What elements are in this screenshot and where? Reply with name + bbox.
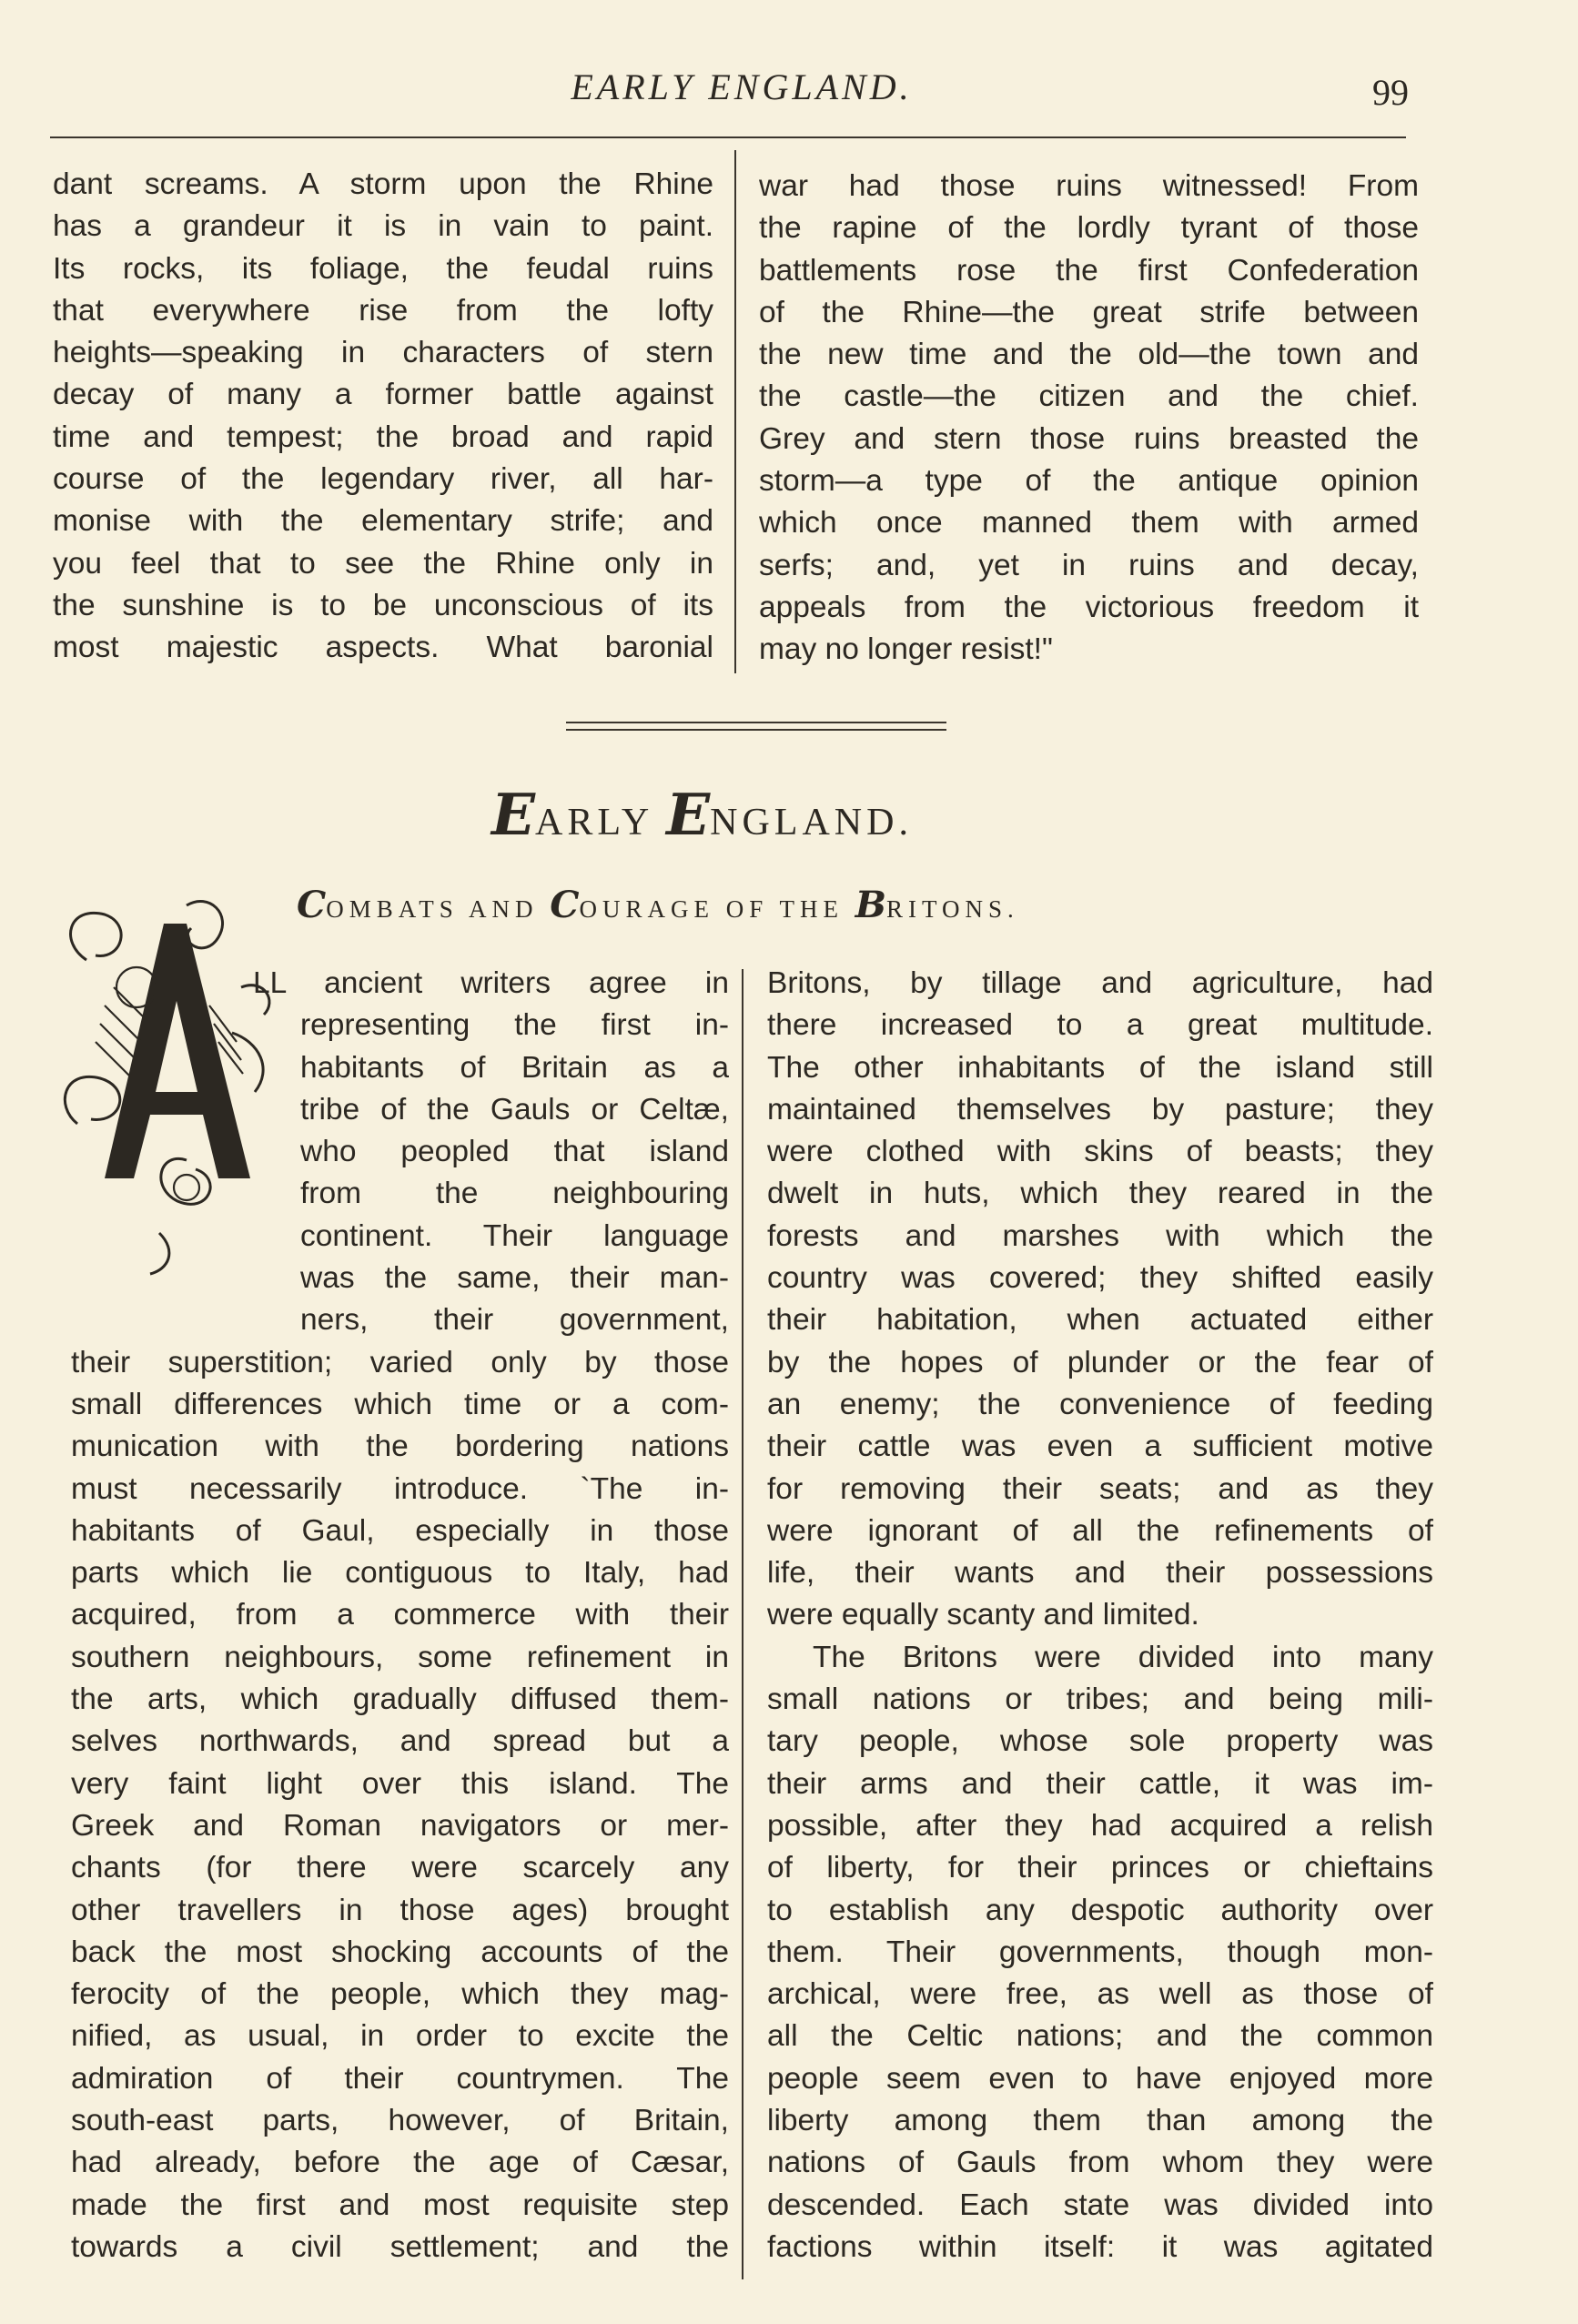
title-word: ARLY bbox=[535, 802, 652, 844]
header-rule bbox=[50, 136, 1406, 138]
text-line: was the same, their man- bbox=[300, 1261, 729, 1296]
text-line: nified, as usual, in order to excite the bbox=[71, 2019, 729, 2054]
text-line: south-east parts, however, of Britain, bbox=[71, 2104, 729, 2138]
text-line: were equally scanty and limited. bbox=[767, 1598, 1199, 1632]
text-line: by the hopes of plunder or the fear of bbox=[767, 1345, 1433, 1379]
text-line: course of the legendary river, all har- bbox=[53, 462, 713, 497]
text-line: heights—speaking in characters of stern bbox=[53, 336, 713, 370]
text-line: were clothed with skins of beasts; they bbox=[767, 1135, 1433, 1169]
running-head-title: EARLY ENGLAND. bbox=[571, 66, 913, 107]
text-line: southern neighbours, some refinement in bbox=[71, 1640, 729, 1674]
text-line: LL ancient writers agree in bbox=[253, 966, 729, 1000]
text-line: Grey and stern those ruins breasted the bbox=[759, 421, 1419, 456]
text-line: Its rocks, its foliage, the feudal ruins bbox=[53, 251, 713, 286]
text-line: monise with the elementary strife; and bbox=[53, 504, 713, 539]
text-line: acquired, from a commerce with their bbox=[71, 1598, 729, 1632]
column-divider bbox=[734, 150, 736, 673]
top-left-column bbox=[53, 164, 713, 670]
text-line: has a grandeur it is in vain to paint. bbox=[53, 209, 713, 244]
text-line: possible, after they had acquired a relish bbox=[767, 1808, 1433, 1843]
text-line: small nations or tribes; and being mili- bbox=[767, 1682, 1433, 1717]
section-separator-rule bbox=[566, 722, 946, 723]
text-line: had already, before the age of Cæsar, bbox=[71, 2146, 729, 2180]
text-line: dwelt in huts, which they reared in the bbox=[767, 1177, 1433, 1211]
text-line: of the Rhine—the great strife between bbox=[759, 295, 1419, 329]
text-line: decay of many a former battle against bbox=[53, 378, 713, 412]
section-title bbox=[491, 781, 1001, 848]
text-line: time and tempest; the broad and rapid bbox=[53, 419, 713, 454]
ornamental-initial: E bbox=[491, 781, 536, 848]
text-line: the castle—the citizen and the chief. bbox=[759, 379, 1419, 414]
text-line: The other inhabitants of the island still bbox=[767, 1050, 1433, 1085]
text-line: from the neighbouring bbox=[300, 1177, 729, 1211]
text-line: towards a civil settlement; and the bbox=[71, 2229, 729, 2264]
top-right-column bbox=[759, 166, 1419, 672]
text-line: appeals from the victorious freedom it bbox=[759, 590, 1419, 624]
text-line: of liberty, for their princes or chieftains bbox=[767, 1851, 1433, 1885]
text-line: serfs; and, yet in ruins and decay, bbox=[759, 548, 1419, 582]
text-line: were ignorant of all the refinements of bbox=[767, 1513, 1433, 1548]
text-line: liberty among them than among the bbox=[767, 2104, 1433, 2138]
text-line: the new time and the old—the town and bbox=[759, 338, 1419, 372]
subtitle-words: RITONS. bbox=[886, 895, 1019, 923]
text-line: munication with the bordering nations bbox=[71, 1430, 729, 1464]
text-line: other travellers in those ages) brought bbox=[71, 1893, 729, 1927]
text-line: all the Celtic nations; and the common bbox=[767, 2019, 1433, 2054]
text-line: their cattle was even a sufficient motive bbox=[767, 1430, 1433, 1464]
text-line: most majestic aspects. What baronial bbox=[53, 631, 713, 665]
text-line: chants (for there were scarcely any bbox=[71, 1851, 729, 1885]
text-line: that everywhere rise from the lofty bbox=[53, 293, 713, 328]
subtitle-words: OURAGE OF THE bbox=[579, 895, 845, 923]
text-line: an enemy; the convenience of feeding bbox=[767, 1387, 1433, 1421]
text-line: people seem even to have enjoyed more bbox=[767, 2061, 1433, 2096]
text-line: habitants of Britain as a bbox=[300, 1050, 729, 1085]
page-number: 99 bbox=[1372, 72, 1409, 113]
text-line: which once manned them with armed bbox=[759, 506, 1419, 541]
text-line: The Britons were divided into many bbox=[813, 1640, 1433, 1674]
ornamental-initial: B bbox=[855, 883, 887, 926]
text-line: factions within itself: it was agitated bbox=[767, 2229, 1433, 2264]
body-right-column bbox=[767, 963, 1433, 2268]
text-line: country was covered; they shifted easily bbox=[767, 1261, 1433, 1296]
text-line: life, their wants and their possessions bbox=[767, 1556, 1433, 1591]
text-line: nations of Gauls from whom they were bbox=[767, 2146, 1433, 2180]
dropcap-swirl bbox=[71, 913, 122, 960]
ornamental-initial: C bbox=[297, 883, 327, 926]
text-line: descended. Each state was divided into bbox=[767, 2188, 1433, 2222]
text-line: who peopled that island bbox=[300, 1135, 729, 1169]
text-line: the rapine of the lordly tyrant of those bbox=[759, 211, 1419, 246]
body-left-column bbox=[71, 963, 729, 2268]
title-word: NGLAND. bbox=[710, 802, 913, 844]
text-line: their arms and their cattle, it was im- bbox=[767, 1766, 1433, 1801]
section-subtitle bbox=[297, 883, 1225, 926]
text-line: the sunshine is to be unconscious of its bbox=[53, 588, 713, 622]
text-line: continent. Their language bbox=[300, 1218, 729, 1253]
text-line: made the first and most requisite step bbox=[71, 2188, 729, 2222]
text-line: dant screams. A storm upon the Rhine bbox=[53, 167, 713, 201]
text-line: the arts, which gradually diffused them- bbox=[71, 1682, 729, 1717]
text-line: battlements rose the first Confederation bbox=[759, 253, 1419, 288]
column-divider bbox=[742, 969, 743, 2279]
text-line: Britons, by tillage and agriculture, had bbox=[767, 966, 1433, 1000]
text-line: ners, their government, bbox=[300, 1303, 729, 1338]
text-line: Greek and Roman navigators or mer- bbox=[71, 1808, 729, 1843]
text-line: parts which lie contiguous to Italy, had bbox=[71, 1556, 729, 1591]
text-line: must necessarily introduce. `The in- bbox=[71, 1471, 729, 1506]
text-line: there increased to a great multitude. bbox=[767, 1008, 1433, 1043]
text-line: ferocity of the people, which they mag- bbox=[71, 1977, 729, 2012]
subtitle-words: OMBATS AND bbox=[326, 895, 539, 923]
text-line: war had those ruins witnessed! From bbox=[759, 169, 1419, 203]
text-line: you feel that to see the Rhine only in bbox=[53, 546, 713, 581]
text-line: small differences which time or a com- bbox=[71, 1387, 729, 1421]
text-line: representing the first in- bbox=[300, 1008, 729, 1043]
ornamental-initial: C bbox=[550, 883, 580, 926]
dropcap-swirl bbox=[187, 901, 223, 947]
text-line: very faint light over this island. The bbox=[71, 1766, 729, 1801]
text-line: archical, were free, as well as those of bbox=[767, 1977, 1433, 2012]
text-line: may no longer resist!" bbox=[759, 632, 1053, 667]
text-line: selves northwards, and spread but a bbox=[71, 1724, 729, 1759]
text-line: admiration of their countrymen. The bbox=[71, 2061, 729, 2096]
text-line: their habitation, when actuated either bbox=[767, 1303, 1433, 1338]
text-line: habitants of Gaul, especially in those bbox=[71, 1513, 729, 1548]
ornamental-initial: E bbox=[666, 781, 711, 848]
text-line: back the most shocking accounts of the bbox=[71, 1935, 729, 1969]
text-line: maintained themselves by pasture; they bbox=[767, 1092, 1433, 1127]
text-line: their superstition; varied only by those bbox=[71, 1345, 729, 1379]
text-line: them. Their governments, though mon- bbox=[767, 1935, 1433, 1969]
text-line: tary people, whose sole property was bbox=[767, 1724, 1433, 1759]
text-line: to establish any despotic authority over bbox=[767, 1893, 1433, 1927]
text-line: storm—a type of the antique opinion bbox=[759, 464, 1419, 499]
text-line: forests and marshes with which the bbox=[767, 1218, 1433, 1253]
text-line: for removing their seats; and as they bbox=[767, 1471, 1433, 1506]
text-line: tribe of the Gauls or Celtæ, bbox=[300, 1092, 729, 1127]
section-separator-rule bbox=[566, 729, 946, 731]
